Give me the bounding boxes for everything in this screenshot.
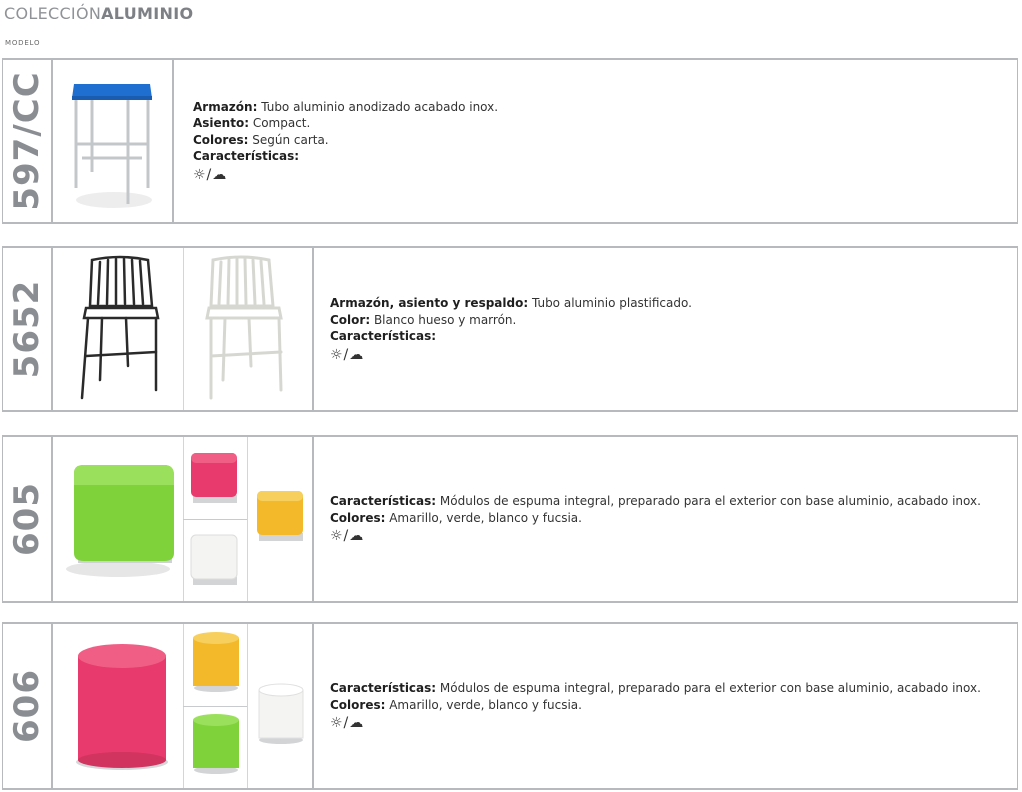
- spec-label: Armazón:: [193, 99, 258, 114]
- product-row-5652: [2, 246, 1018, 412]
- spec-line: [193, 148, 1017, 165]
- product-description: [314, 248, 1017, 410]
- model-code-cell: [3, 248, 53, 410]
- spec-value: Compact.: [249, 116, 311, 131]
- spec-label: Color:: [330, 312, 371, 327]
- sun-cloud-icon: ☼/☁: [193, 166, 228, 183]
- spec-value: Blanco hueso y marrón.: [370, 312, 517, 327]
- product-image-cylinder-small-set: [183, 624, 248, 788]
- spec-label: Asiento:: [193, 116, 250, 131]
- spec-label: Características:: [330, 329, 437, 343]
- model-code-cell: [3, 624, 53, 788]
- model-code: 605: [7, 482, 47, 556]
- spec-line: [330, 328, 1017, 345]
- spec-value: Amarillo, verde, blanco y fucsia.: [385, 510, 582, 525]
- product-image-cube-yellow: [247, 437, 314, 601]
- product-image-chair-brown: [52, 248, 184, 410]
- spec-line: [330, 697, 1017, 714]
- model-code: 597/CC: [7, 71, 47, 211]
- spec-line: [330, 510, 1017, 527]
- sun-cloud-icon: ☼/☁: [330, 715, 365, 732]
- product-image-cylinder-white: [247, 624, 314, 788]
- image-divider: [183, 706, 247, 707]
- spec-value: Módulos de espuma integral, preparado para el exterior con base aluminio, acabado inox.: [436, 494, 981, 509]
- spec-line: [193, 132, 1017, 149]
- spec-label: Colores:: [330, 510, 386, 525]
- spec-line: [193, 99, 1017, 116]
- spec-value: Según carta.: [248, 132, 329, 147]
- product-description: [174, 60, 1017, 222]
- spec-label: Características:: [330, 681, 437, 696]
- spec-line: [330, 295, 1017, 312]
- sun-cloud-icon: ☼/☁: [330, 346, 365, 363]
- spec-line: [330, 312, 1017, 329]
- product-image-stool-blue: [52, 60, 174, 222]
- spec-value: Tubo aluminio plastificado.: [528, 296, 692, 310]
- product-description: [314, 437, 1017, 601]
- product-image-cube-green: [52, 437, 184, 601]
- spec-line: [193, 115, 1017, 132]
- model-code: 5652: [7, 279, 47, 379]
- spec-value: Módulos de espuma integral, preparado para el exterior con base aluminio, acabado inox.: [436, 681, 981, 696]
- collection-prefix: COLECCIÓN: [4, 4, 102, 23]
- product-row-605: [2, 435, 1018, 603]
- model-code-cell: [3, 437, 53, 601]
- spec-label: Armazón, asiento y respaldo:: [330, 296, 529, 310]
- spec-label: Características:: [193, 149, 300, 164]
- spec-value: Amarillo, verde, blanco y fucsia.: [385, 697, 582, 712]
- product-image-cylinder-fuchsia: [52, 624, 184, 788]
- spec-line: [330, 493, 1017, 510]
- product-description: [314, 624, 1017, 788]
- product-image-cube-small-set: [183, 437, 248, 601]
- product-row-597cc: [2, 58, 1018, 224]
- collection-name: ALUMINIO: [101, 4, 194, 23]
- spec-value: Tubo aluminio anodizado acabado inox.: [257, 99, 499, 114]
- spec-label: Colores:: [193, 132, 249, 147]
- model-code: 606: [7, 669, 47, 743]
- spec-line: [330, 680, 1017, 697]
- modelo-column-label: MODELO: [5, 39, 41, 47]
- product-image-chair-white: [183, 248, 314, 410]
- collection-title: [4, 4, 193, 23]
- image-divider: [183, 519, 247, 520]
- model-code-cell: [3, 60, 53, 222]
- spec-label: Colores:: [330, 697, 386, 712]
- product-row-606: [2, 622, 1018, 790]
- sun-cloud-icon: ☼/☁: [330, 528, 365, 545]
- spec-label: Características:: [330, 494, 437, 509]
